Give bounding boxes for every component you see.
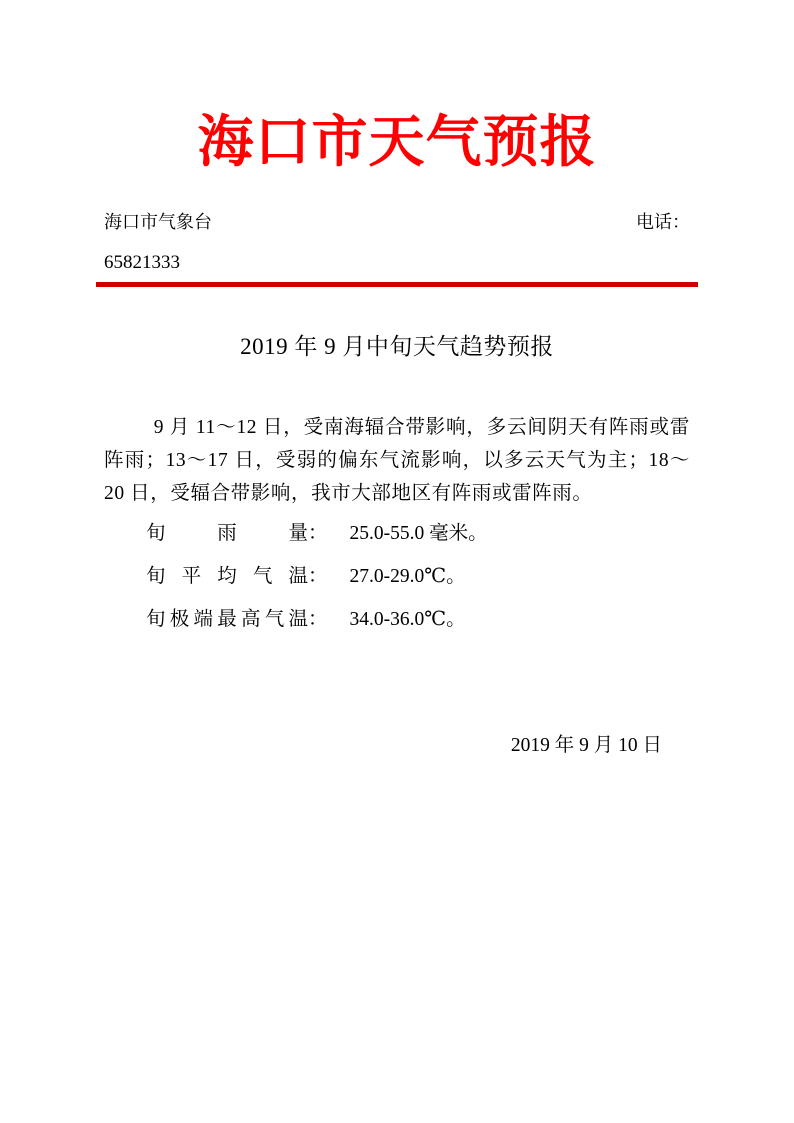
phone-label: 电话：	[636, 211, 690, 232]
stat-colon: ：	[308, 565, 328, 587]
stat-value: 34.0-36.0℃。	[349, 608, 466, 630]
stat-value: 27.0-29.0℃。	[349, 565, 466, 587]
document-title: 海口市天气预报	[197, 110, 597, 173]
org-name: 海口市气象台	[104, 211, 212, 232]
stat-row-avg-temp	[104, 565, 690, 589]
stat-colon: ：	[308, 608, 328, 630]
divider-rule	[96, 282, 698, 287]
stat-value: 25.0-55.0 毫米。	[349, 522, 488, 544]
section-heading: 2019 年 9 月中旬天气趋势预报	[240, 333, 554, 359]
letterhead-row	[104, 210, 690, 234]
stat-row-rainfall	[104, 522, 690, 546]
document-date: 2019 年 9 月 10 日	[510, 734, 662, 756]
stat-label: 旬雨量	[146, 522, 308, 544]
stat-label: 旬平均气温	[146, 565, 308, 587]
phone-number: 65821333	[104, 251, 180, 273]
stat-row-max-temp	[104, 608, 690, 632]
stat-label: 旬极端最高气温	[146, 608, 308, 630]
forecast-paragraph: 9 月 11～12 日，受南海辐合带影响，多云间阴天有阵雨或雷阵雨；13～17 日，受弱的偏东气流影响，以多云天气为主；18～20 日，受辐合带影响，我市大部地区有阵雨或雷阵雨。	[104, 416, 690, 504]
stat-colon: ：	[308, 522, 328, 544]
stats-list	[104, 522, 690, 632]
